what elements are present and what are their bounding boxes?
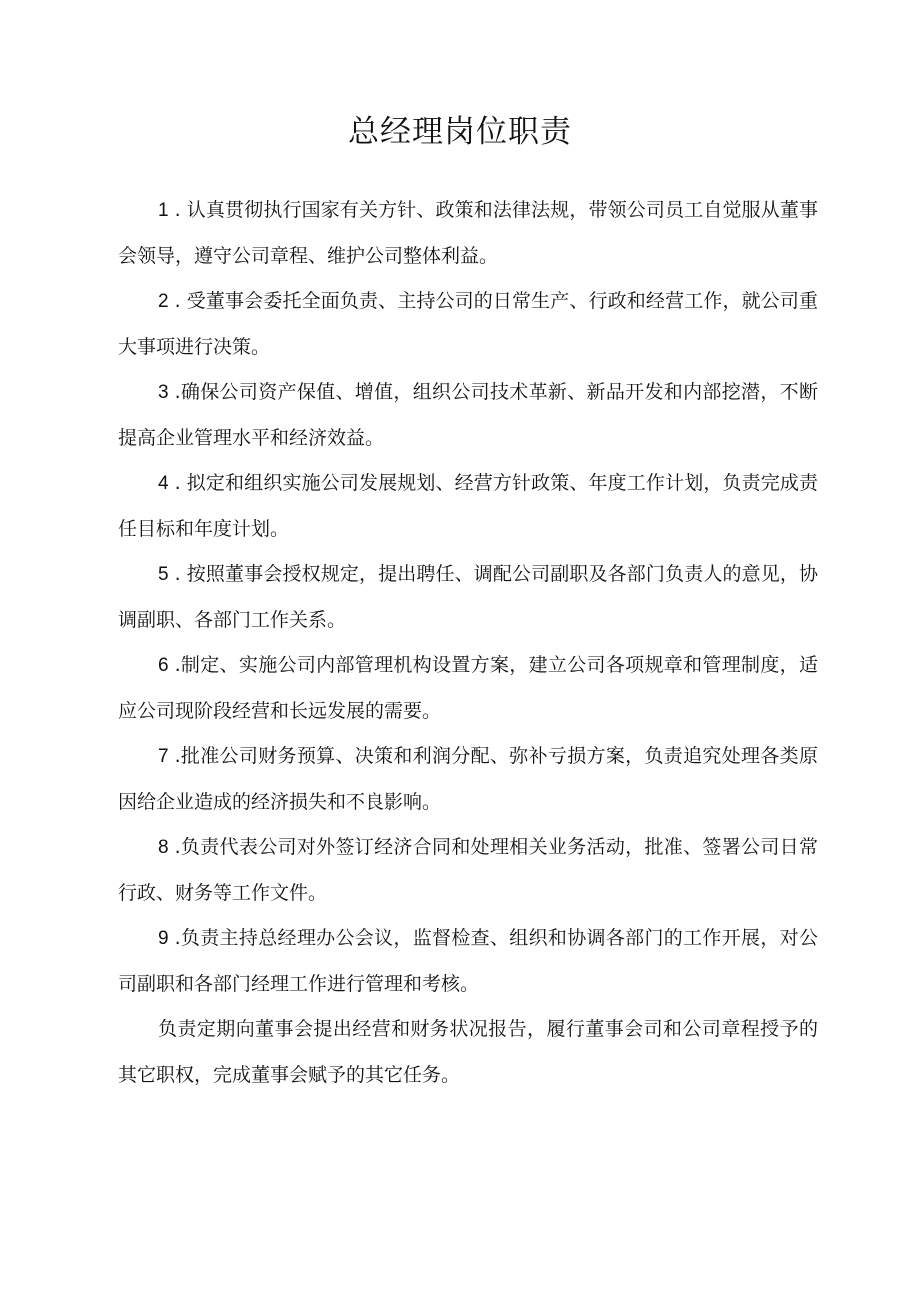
item-text: . 拟定和组织实施公司发展规划、经营方针政策、年度工作计划，负责完成责任目标和年度计划。 [118, 472, 818, 540]
item-text: . 认真贯彻执行国家有关方针、政策和法律法规，带领公司员工自觉服从董事会领导，遵守公司章程、维护公司整体利益。 [118, 199, 818, 267]
item-text: .批准公司财务预算、决策和利润分配、弥补亏损方案，负责追究处理各类原因给企业造成的经济损失和不良影响。 [118, 745, 818, 813]
item-text: .负责代表公司对外签订经济合同和处理相关业务活动，批准、签署公司日常行政、财务等工作文件。 [118, 836, 818, 904]
item-text: .确保公司资产保值、增值，组织公司技术革新、新品开发和内部挖潜，不断提高企业管理水平和经济效益。 [118, 381, 818, 449]
closing-paragraph [118, 1007, 818, 1098]
list-item [118, 370, 818, 461]
list-item [118, 825, 818, 916]
item-text: .负责主持总经理办公会议，监督检查、组织和协调各部门的工作开展，对公司副职和各部门经理工作进行管理和考核。 [118, 927, 818, 995]
list-item [118, 461, 818, 552]
item-number: 1 [158, 200, 169, 221]
item-text: . 受董事会委托全面负责、主持公司的日常生产、行政和经营工作，就公司重大事项进行决策。 [118, 290, 818, 358]
item-number: 8 [158, 837, 169, 858]
document-body [118, 188, 818, 1098]
item-text: .制定、实施公司内部管理机构设置方案，建立公司各项规章和管理制度，适应公司现阶段经营和长远发展的需要。 [118, 654, 818, 722]
list-item [118, 279, 818, 370]
document-title: 总经理岗位职责 [348, 114, 572, 150]
list-item [118, 643, 818, 734]
list-item [118, 734, 818, 825]
item-number: 9 [158, 928, 169, 949]
item-number: 5 [158, 564, 169, 585]
item-number: 4 [158, 473, 169, 494]
item-number: 6 [158, 655, 169, 676]
list-item [118, 916, 818, 1007]
item-text: . 按照董事会授权规定，提出聘任、调配公司副职及各部门负责人的意见，协调副职、各部门工作关系。 [118, 563, 818, 631]
item-number: 7 [158, 746, 169, 767]
closing-text: 负责定期向董事会提出经营和财务状况报告，履行董事会司和公司章程授予的其它职权，完成董事会赋予的其它任务。 [118, 1018, 818, 1086]
list-item [118, 188, 818, 279]
list-item [118, 552, 818, 643]
item-number: 3 [158, 382, 169, 403]
item-number: 2 [158, 291, 169, 312]
